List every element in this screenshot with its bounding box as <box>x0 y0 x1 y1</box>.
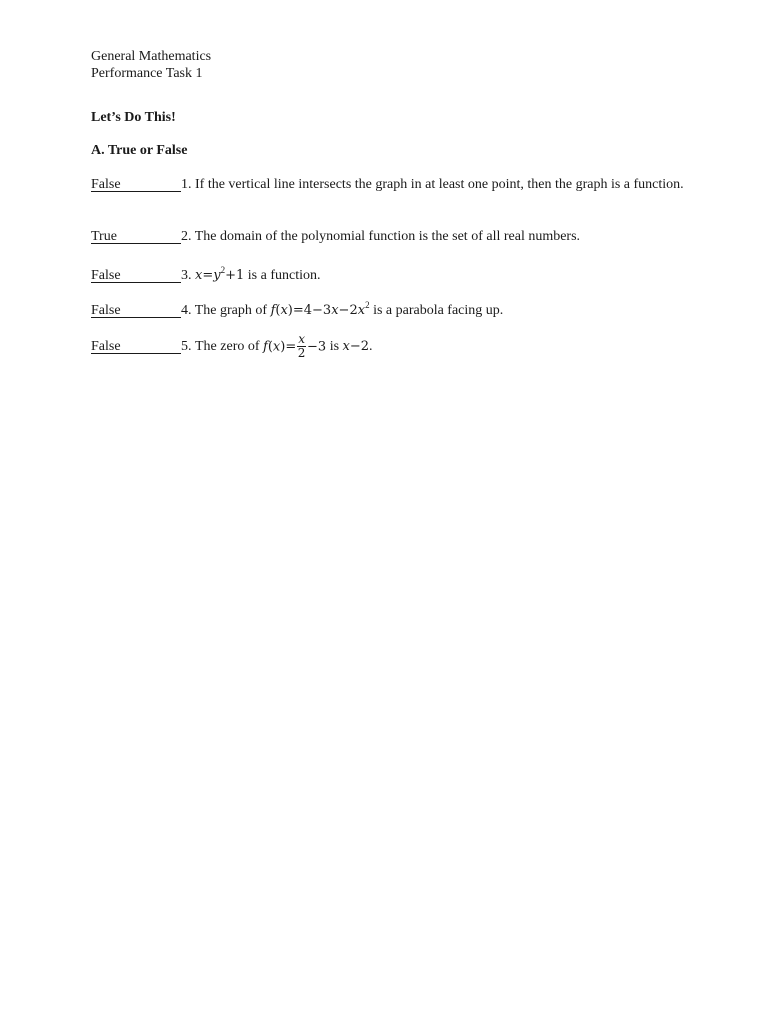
question-item-4 <box>91 297 691 319</box>
intro-heading: Let’s Do This! <box>91 110 176 125</box>
question-item-2 <box>91 228 691 245</box>
answer-blank <box>91 302 181 319</box>
question-item-5 <box>91 333 691 360</box>
question-text: If the vertical line intersects the graph in at least one point, then the graph is a function. <box>195 177 684 192</box>
math-equation: $f(x)=4-3x-2x^2$ <box>270 300 370 318</box>
question-item-1 <box>91 176 691 193</box>
question-text-before: The zero of <box>195 339 260 354</box>
question-number: 1. <box>181 177 192 192</box>
answer-text: False <box>91 339 121 354</box>
answer-text: True <box>91 229 117 244</box>
answer-blank <box>91 267 181 284</box>
task-title: Performance Task 1 <box>91 66 203 81</box>
question-text: The domain of the polynomial function is the set of all real numbers. <box>194 229 581 244</box>
question-text-before: The graph of <box>194 303 268 318</box>
answer-text: False <box>91 177 121 192</box>
question-text: is a function. <box>247 268 321 283</box>
math-equation: f(x)= $\frac{x}{2}$ −3 <box>263 332 327 360</box>
course-title: General Mathematics <box>91 49 212 64</box>
fraction: $\frac{x}{2}$ <box>297 332 306 360</box>
question-item-3 <box>91 262 691 284</box>
question-number: 4. <box>181 303 192 318</box>
answer-text: False <box>91 268 121 283</box>
question-text-end: . <box>369 339 373 354</box>
question-number: 5. <box>181 339 192 354</box>
question-number: 3. <box>181 268 192 283</box>
question-number: 2. <box>181 229 192 244</box>
section-heading: A. True or False <box>91 143 188 158</box>
answer-text: False <box>91 303 121 318</box>
math-answer: x−2 <box>342 339 370 354</box>
question-text-after: is a parabola facing up. <box>373 303 504 318</box>
answer-blank <box>91 176 181 193</box>
question-text-mid: is <box>329 339 340 354</box>
answer-blank <box>91 338 181 355</box>
answer-blank <box>91 228 181 245</box>
math-equation: $x=y^2+1$ <box>195 265 245 283</box>
